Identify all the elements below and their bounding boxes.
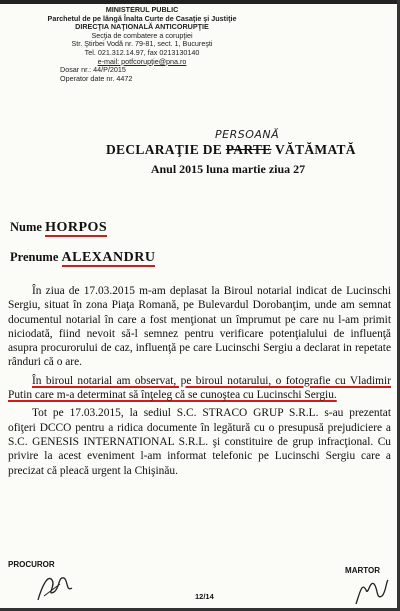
scan-border-top bbox=[0, 0, 400, 4]
paragraph-1: În ziua de 17.03.2015 m-am deplasat la Biroul notarial indicat de Lucinschi Sergiu, situat în zona Piaţa Romană, pe Bulevardul Dorobanţim, unde am semnat documentul notarial în care a fost menţionat un împrumut pe care nu l-am primit niciodată, fiind nevoit să-l semnez pentru verificare potenţialului de influenţă asupra procurorului de caz, influenţă pe care Lucinschi Sergiu a declarat in repetate rânduri că o are. bbox=[8, 285, 391, 369]
paragraph-2 bbox=[8, 374, 391, 403]
letterhead bbox=[42, 6, 242, 83]
surname-value: HORPOS bbox=[45, 220, 108, 235]
section-name: Secţia de combatere a corupţiei bbox=[91, 30, 193, 40]
title-struck-word: PARTE bbox=[225, 142, 272, 157]
prosecutor-label: PROCUROR bbox=[8, 560, 55, 569]
document-title bbox=[106, 142, 366, 158]
witness-signature bbox=[352, 574, 392, 608]
title-suffix: VĂTĂMATĂ bbox=[274, 142, 356, 157]
page-number: 12/14 bbox=[195, 592, 214, 601]
case-number: Dosar nr.: 44/P/2015 bbox=[60, 65, 126, 75]
address: Str. Ştirbei Vodă nr. 79-81, sect. 1, Bucureşti bbox=[71, 39, 213, 49]
firstname-value: ALEXANDRU bbox=[61, 250, 156, 265]
directorate-name: DIRECŢIA NAŢIONALĂ ANTICORUPŢIE bbox=[75, 22, 209, 32]
declaration-body bbox=[8, 284, 391, 482]
email: e-mail: potfcorupţie@pna.ro bbox=[97, 56, 187, 66]
handwritten-correction: PERSOANĂ bbox=[215, 128, 280, 141]
paragraph-3: Tot pe 17.03.2015, la sediul S.C. STRACO GRUP S.R.L. s-au prezentat ofiţeri DCCO pentru a ridica documente în legătură cu o presupusă prejudiciere a S.C. GENESIS INTERNATIONAL S.R.L. şi constituire de grup infracţional. Cu privire la acest eveniment l-am informat telefonic pe Lucinschi Sergiu care a precizat că pleacă urgent la Chişinău. bbox=[8, 407, 391, 477]
phone-fax: Tel. 021.312.14.97, fax 0213130140 bbox=[84, 47, 200, 57]
highlighted-statement: În biroul notarial am observat, pe biroul notarului, o fotografie cu Vladimir Putin care m-a determinat să înţeleg că se cunoştea cu Lucinschi Sergiu. bbox=[8, 374, 391, 402]
declaration-date: Anul 2015 luna martie ziua 27 bbox=[150, 162, 306, 176]
witness-label: MARTOR bbox=[345, 566, 380, 575]
firstname-field bbox=[10, 250, 155, 266]
surname-field bbox=[10, 220, 107, 236]
firstname-label: Prenume bbox=[10, 250, 59, 264]
operator-number: Operator date nr. 4472 bbox=[60, 73, 133, 83]
title-prefix: DECLARAŢIE DE bbox=[106, 142, 223, 157]
ministry-name: MINISTERUL PUBLIC bbox=[105, 5, 179, 14]
prosecutor-signature bbox=[30, 566, 80, 606]
prosecutor-office: Parchetul de pe lângă Înalta Curte de Casaţie şi Justiţie bbox=[47, 13, 237, 23]
surname-label: Nume bbox=[10, 220, 42, 234]
